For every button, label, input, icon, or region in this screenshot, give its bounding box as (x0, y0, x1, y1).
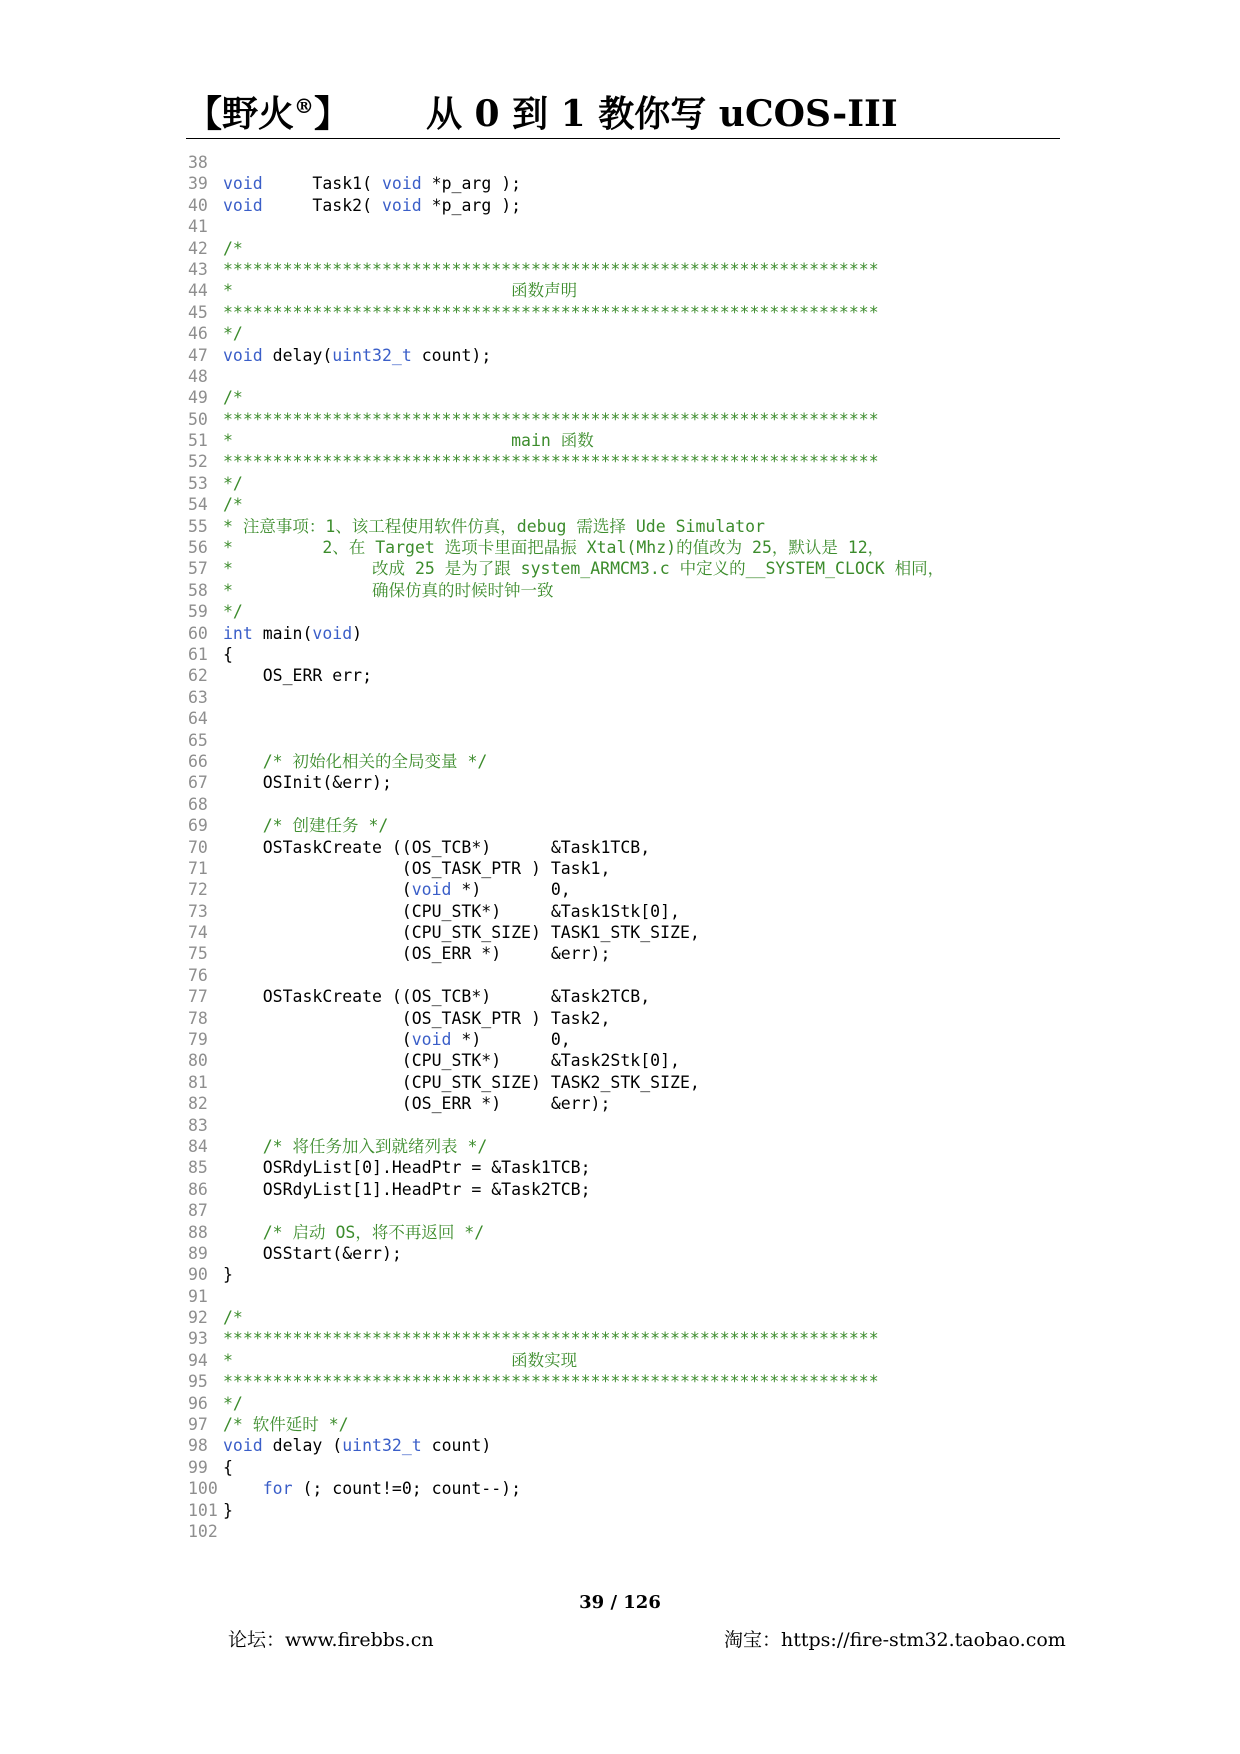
line-number: 59 (188, 602, 208, 622)
code-line (188, 879, 1088, 900)
code-line (188, 494, 1088, 515)
code-text: (CPU_STK*) &Task1Stk[0], (223, 901, 680, 921)
code-text: (OS_TASK_PTR ) Task1, (223, 858, 611, 878)
code-text: *) 0, (451, 880, 571, 900)
line-number: 50 (188, 409, 208, 429)
code-comment: * 2、在 Target 选项卡里面把晶振 Xtal(Mhz)的值改为 25，默认是 12， (223, 538, 885, 558)
code-line (188, 858, 1088, 879)
code-text: { (223, 644, 233, 664)
code-line (188, 623, 1088, 644)
line-number: 99 (188, 1457, 208, 1477)
line-number: 92 (188, 1308, 208, 1328)
code-text: OSStart(&err); (223, 1243, 402, 1263)
line-number: 79 (188, 1030, 208, 1050)
code-text: } (223, 1500, 233, 1520)
line-number: 65 (188, 730, 208, 750)
code-keyword: void (411, 1030, 452, 1050)
line-number: 74 (188, 923, 208, 943)
code-text: OSTaskCreate ((OS_TCB*) &Task2TCB, (223, 987, 651, 1007)
code-keyword: void (223, 195, 263, 215)
code-comment: ****************************************************************** (223, 409, 879, 429)
code-line (188, 409, 1088, 430)
code-comment: /* (223, 388, 243, 408)
line-number: 90 (188, 1265, 208, 1285)
code-line (188, 195, 1088, 216)
code-line (188, 1050, 1088, 1071)
footer-forum-link[interactable]: 论坛：www.firebbs.cn (228, 1629, 434, 1651)
code-line (188, 173, 1088, 194)
code-comment: /* (223, 1308, 243, 1328)
code-line (188, 1286, 1088, 1307)
code-comment: /* 初始化相关的全局变量 */ (262, 751, 488, 771)
brand-close: 】 (314, 93, 351, 135)
line-number: 69 (188, 816, 208, 836)
code-line (188, 473, 1088, 494)
line-number: 101 (188, 1500, 218, 1520)
code-line (188, 751, 1088, 772)
code-line (188, 1157, 1088, 1178)
code-line (188, 901, 1088, 922)
code-text: ( (223, 1030, 412, 1050)
code-comment: ****************************************************************** (223, 1329, 879, 1349)
footer-shop-link[interactable]: 淘宝：https://fire-stm32.taobao.com (724, 1629, 1066, 1651)
code-text: OS_ERR err; (223, 666, 373, 686)
code-line (188, 1179, 1088, 1200)
line-number: 68 (188, 794, 208, 814)
line-number: 57 (188, 559, 208, 579)
code-line (188, 238, 1088, 259)
code-comment: * main 函数 (223, 431, 594, 451)
code-line (188, 152, 1088, 173)
code-comment: /* 软件延时 */ (223, 1415, 349, 1435)
code-keyword: void (381, 174, 422, 194)
code-line (188, 259, 1088, 280)
code-text: Task2( (262, 195, 382, 215)
code-text: OSRdyList[1].HeadPtr = &Task2TCB; (223, 1179, 591, 1199)
code-text: } (223, 1265, 233, 1285)
code-text: (CPU_STK*) &Task2Stk[0], (223, 1051, 680, 1071)
code-line (188, 794, 1088, 815)
line-number: 89 (188, 1243, 208, 1263)
code-comment: /* 创建任务 */ (262, 816, 389, 836)
code-text: (OS_ERR *) &err); (223, 1094, 611, 1114)
code-comment: ****************************************************************** (223, 302, 879, 322)
line-number: 80 (188, 1051, 208, 1071)
code-line (188, 280, 1088, 301)
line-number: 71 (188, 858, 208, 878)
code-text: main( (252, 623, 313, 643)
line-number: 73 (188, 901, 208, 921)
code-comment: * 确保仿真的时候时钟一致 (223, 580, 554, 600)
code-keyword: void (381, 195, 422, 215)
line-number: 54 (188, 495, 208, 515)
code-line (188, 1072, 1088, 1093)
code-text: (OS_TASK_PTR ) Task2, (223, 1008, 611, 1028)
code-comment: */ (223, 473, 243, 493)
line-number: 47 (188, 345, 208, 365)
code-line (188, 1307, 1088, 1328)
code-keyword: uint32_t (342, 1436, 422, 1456)
line-number: 58 (188, 580, 208, 600)
code-comment: ****************************************************************** (223, 1372, 879, 1392)
code-text (223, 752, 263, 771)
code-line (188, 387, 1088, 408)
line-number: 60 (188, 623, 208, 643)
line-number: 67 (188, 773, 208, 793)
code-text: ) (352, 623, 363, 643)
line-number: 40 (188, 195, 208, 215)
code-keyword: uint32_t (332, 345, 412, 365)
code-line (188, 1328, 1088, 1349)
code-line (188, 986, 1088, 1007)
code-comment: */ (223, 324, 243, 344)
code-line (188, 430, 1088, 451)
code-line (188, 1222, 1088, 1243)
code-comment: ****************************************************************** (223, 259, 879, 279)
line-number: 77 (188, 987, 208, 1007)
code-comment: /* (223, 495, 243, 515)
code-line (188, 323, 1088, 344)
code-line (188, 1243, 1088, 1264)
line-number: 76 (188, 965, 208, 985)
code-line (188, 1200, 1088, 1221)
code-line (188, 730, 1088, 751)
code-line (188, 1093, 1088, 1114)
line-number: 97 (188, 1415, 208, 1435)
line-number: 44 (188, 281, 208, 301)
registered-mark: ® (294, 94, 315, 118)
code-line (188, 1136, 1088, 1157)
code-text (223, 1223, 263, 1242)
code-line (188, 687, 1088, 708)
code-line (188, 943, 1088, 964)
code-text: (CPU_STK_SIZE) TASK1_STK_SIZE, (223, 923, 700, 943)
line-number: 75 (188, 944, 208, 964)
line-number: 100 (188, 1479, 218, 1499)
code-comment: /* (223, 238, 243, 258)
code-line (188, 1029, 1088, 1050)
code-comment: * 改成 25 是为了跟 system_ARMCM3.c 中定义的__SYSTEM_CLOCK 相同， (223, 559, 945, 579)
code-comment: * 函数声明 (223, 281, 578, 301)
code-text (223, 1479, 263, 1498)
line-number: 51 (188, 431, 208, 451)
brand-text: 【野火 (186, 93, 295, 135)
line-number: 48 (188, 366, 208, 386)
code-keyword: int (223, 623, 253, 643)
line-number: 81 (188, 1072, 208, 1092)
line-number: 46 (188, 324, 208, 344)
line-number: 84 (188, 1136, 208, 1156)
line-number: 93 (188, 1329, 208, 1349)
line-number: 82 (188, 1094, 208, 1114)
line-number: 43 (188, 259, 208, 279)
code-line (188, 601, 1088, 622)
code-text: count) (421, 1436, 492, 1456)
code-line (188, 815, 1088, 836)
line-number: 52 (188, 452, 208, 472)
line-number: 53 (188, 473, 208, 493)
code-line (188, 302, 1088, 323)
code-keyword: for (262, 1479, 293, 1499)
code-line (188, 516, 1088, 537)
code-line (188, 1478, 1088, 1499)
line-number: 62 (188, 666, 208, 686)
code-keyword: void (312, 623, 353, 643)
line-number: 70 (188, 837, 208, 857)
line-number: 91 (188, 1286, 208, 1306)
page-number: 39 / 126 (579, 1592, 661, 1613)
line-number: 42 (188, 238, 208, 258)
code-line (188, 580, 1088, 601)
code-text: *p_arg ); (421, 195, 522, 215)
code-line (188, 366, 1088, 387)
code-text: Task1( (262, 174, 382, 194)
code-line (188, 1457, 1088, 1478)
code-comment: * 函数实现 (223, 1350, 578, 1370)
line-number: 56 (188, 538, 208, 558)
page-header (186, 78, 1060, 139)
code-line (188, 1264, 1088, 1285)
code-line (188, 345, 1088, 366)
code-text: { (223, 1457, 233, 1477)
code-line (188, 665, 1088, 686)
line-number: 85 (188, 1158, 208, 1178)
line-number: 102 (188, 1522, 218, 1541)
line-number: 45 (188, 302, 208, 322)
line-number: 83 (188, 1115, 208, 1135)
code-line (188, 1500, 1088, 1521)
line-number: 94 (188, 1350, 208, 1370)
code-listing (188, 152, 1088, 1542)
line-number: 96 (188, 1393, 208, 1413)
code-comment: */ (223, 602, 243, 622)
code-line (188, 1371, 1088, 1392)
code-line (188, 537, 1088, 558)
code-line (188, 922, 1088, 943)
code-comment: ****************************************************************** (223, 452, 879, 472)
code-line (188, 451, 1088, 472)
code-text (223, 816, 263, 835)
code-text: delay ( (262, 1436, 343, 1456)
document-title: 从 0 到 1 教你写 uCOS-III (426, 93, 898, 135)
line-number: 38 (188, 153, 208, 172)
code-text: OSInit(&err); (223, 773, 392, 793)
line-number: 41 (188, 217, 208, 237)
line-number: 64 (188, 709, 208, 729)
code-line (188, 1350, 1088, 1371)
line-number: 66 (188, 751, 208, 771)
code-keyword: void (411, 880, 452, 900)
code-text (223, 1137, 263, 1156)
code-text: (OS_ERR *) &err); (223, 944, 611, 964)
code-text: *p_arg ); (421, 174, 522, 194)
code-line (188, 1115, 1088, 1136)
code-line (188, 558, 1088, 579)
line-number: 55 (188, 516, 208, 536)
brand-name (186, 86, 350, 137)
code-line (188, 216, 1088, 237)
code-line (188, 1393, 1088, 1414)
code-text: (; count!=0; count--); (292, 1479, 522, 1499)
code-line (188, 708, 1088, 729)
code-text: delay( (262, 345, 333, 365)
code-text: (CPU_STK_SIZE) TASK2_STK_SIZE, (223, 1072, 700, 1092)
code-keyword: void (223, 174, 263, 194)
line-number: 39 (188, 174, 208, 194)
code-comment: /* 将任务加入到就绪列表 */ (262, 1136, 488, 1156)
code-line (188, 965, 1088, 986)
code-comment: */ (223, 1393, 243, 1413)
code-text: *) 0, (451, 1030, 571, 1050)
code-line (188, 644, 1088, 665)
line-number: 78 (188, 1008, 208, 1028)
code-keyword: void (223, 1436, 263, 1456)
line-number: 88 (188, 1222, 208, 1242)
line-number: 87 (188, 1201, 208, 1221)
code-line (188, 1414, 1088, 1435)
line-number: 95 (188, 1372, 208, 1392)
code-keyword: void (223, 345, 263, 365)
line-number: 72 (188, 880, 208, 900)
code-text: OSRdyList[0].HeadPtr = &Task1TCB; (223, 1158, 591, 1178)
code-line (188, 1435, 1088, 1456)
code-line (188, 837, 1088, 858)
line-number: 61 (188, 644, 208, 664)
code-comment: * 注意事项：1、该工程使用软件仿真，debug 需选择 Ude Simulator (223, 516, 765, 536)
code-line (188, 1521, 1088, 1542)
code-text: OSTaskCreate ((OS_TCB*) &Task1TCB, (223, 837, 651, 857)
code-text: count); (411, 345, 492, 365)
code-comment: /* 启动 OS，将不再返回 */ (262, 1222, 485, 1242)
line-number: 49 (188, 388, 208, 408)
line-number: 63 (188, 687, 208, 707)
code-line (188, 772, 1088, 793)
line-number: 98 (188, 1436, 208, 1456)
code-line (188, 1008, 1088, 1029)
code-text: ( (223, 880, 412, 900)
line-number: 86 (188, 1179, 208, 1199)
